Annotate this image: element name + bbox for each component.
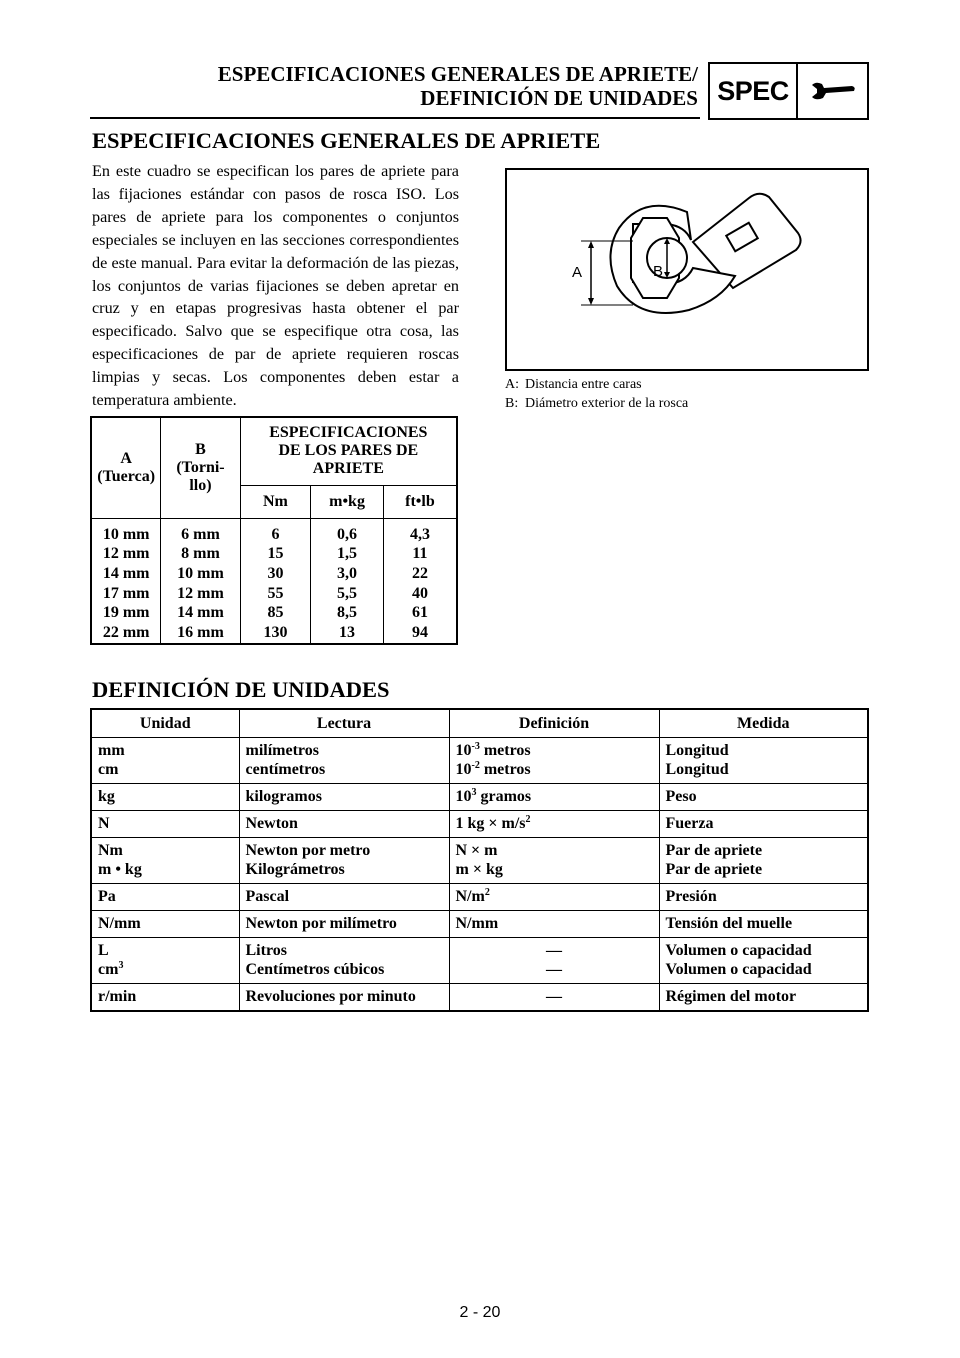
table-row — [91, 984, 868, 1012]
table-row — [91, 784, 868, 811]
cell-definition: 1 kg × $m/s^2$ — [449, 811, 659, 838]
page-header-title — [150, 62, 698, 110]
cell-reading: Pascal — [239, 884, 449, 911]
table-row — [91, 938, 868, 984]
cell-reading: Newton — [239, 811, 449, 838]
cell-unit: kg — [91, 784, 239, 811]
torque-nm-values: 6 15 30 55 85 130 — [240, 518, 311, 644]
cell-measure: Régimen del motor — [659, 984, 868, 1012]
cell-definition: N × m m × kg — [449, 838, 659, 884]
cell-measure: Peso — [659, 784, 868, 811]
legend-item-a: A: Distancia entre caras — [505, 377, 642, 392]
torque-section-title: ESPECIFICACIONES GENERALES DE APRIETE — [92, 128, 601, 153]
cell-reading: Litros Centímetros cúbicos — [239, 938, 449, 984]
spec-badge-label: SPEC — [710, 64, 798, 118]
torque-col-nut: A (Tuerca) — [91, 417, 161, 518]
torque-nut-values: 10 mm 12 mm 14 mm 17 mm 19 mm 22 mm — [91, 518, 161, 644]
torque-unit-mkg: m•kg — [311, 485, 384, 518]
torque-unit-nm: Nm — [240, 485, 311, 518]
units-section-title: DEFINICIÓN DE UNIDADES — [92, 677, 390, 702]
torque-unit-ftlb: ft•lb — [383, 485, 457, 518]
header-rule — [90, 117, 700, 119]
cell-unit: N — [91, 811, 239, 838]
units-header-unit: Unidad — [91, 709, 239, 738]
cell-unit: r/min — [91, 984, 239, 1012]
figure-label-a: A — [572, 264, 583, 281]
header-title-line2: DEFINICIÓN DE UNIDADES — [420, 86, 698, 110]
figure-label-b: B — [653, 263, 664, 280]
cell-measure: Volumen o capacidad Volumen o capacidad — [659, 938, 868, 984]
cell-definition: N/mm — [449, 911, 659, 938]
figure-legend — [505, 375, 688, 413]
torque-paragraph: En este cuadro se especifican los pares de apriete para las fijaciones estándar con pasos de rosca ISO. Los pares de apriete para los componentes o conjuntos especiales se incluyen en las secciones correspondientes de este manual. Para evitar la deformación de las piezas, los conjuntos de varias fijaciones se deben apretar en cruz y en etapas progresivas hasta obtener el par especificado. Salvo que se especifique otra cosa, las especificaciones de par de apriete requieren roscas limpias y secas. Los componentes deben estar a temperatura ambiente. — [92, 162, 459, 410]
torque-table — [90, 416, 458, 645]
cell-definition: $10^{-3}$ metros $10^{-2}$ metros — [449, 738, 659, 784]
table-row — [91, 811, 868, 838]
cell-unit: N/mm — [91, 911, 239, 938]
cell-definition: $N/m^2$ — [449, 884, 659, 911]
table-row — [91, 884, 868, 911]
cell-reading: milímetros centímetros — [239, 738, 449, 784]
table-row — [91, 738, 868, 784]
units-header-measure: Medida — [659, 709, 868, 738]
cell-unit: Pa — [91, 884, 239, 911]
cell-measure: Par de apriete Par de apriete — [659, 838, 868, 884]
cell-unit: mm cm — [91, 738, 239, 784]
cell-measure: Tensión del muelle — [659, 911, 868, 938]
spec-badge — [708, 62, 869, 120]
cell-reading: Newton por metro Kilográmetros — [239, 838, 449, 884]
units-header-definition: Definición — [449, 709, 659, 738]
wrench-icon — [798, 64, 867, 118]
table-row — [91, 911, 868, 938]
legend-item-b: B: Diámetro exterior de la rosca — [505, 396, 689, 411]
cell-reading: Newton por milímetro — [239, 911, 449, 938]
cell-measure: Fuerza — [659, 811, 868, 838]
torque-bolt-values: 6 mm 8 mm 10 mm 12 mm 14 mm 16 mm — [161, 518, 240, 644]
wrench-figure — [505, 168, 869, 371]
units-header-reading: Lectura — [239, 709, 449, 738]
cell-unit: L $cm^3$ — [91, 938, 239, 984]
cell-measure: Longitud Longitud — [659, 738, 868, 784]
header-title-line1: ESPECIFICACIONES GENERALES DE APRIETE/ — [217, 62, 698, 86]
cell-unit: Nm m • kg — [91, 838, 239, 884]
cell-definition: — — [449, 984, 659, 1012]
cell-definition: — — — [449, 938, 659, 984]
units-table — [90, 708, 869, 1012]
table-row — [91, 838, 868, 884]
torque-spec-header: ESPECIFICACIONES DE LOS PARES DE APRIETE — [240, 417, 457, 485]
torque-mkg-values: 0,6 1,5 3,0 5,5 8,5 13 — [311, 518, 384, 644]
torque-col-bolt: B (Torni- llo) — [161, 417, 240, 518]
page-number: 2 - 20 — [459, 1304, 501, 1321]
cell-definition: $10^3$ gramos — [449, 784, 659, 811]
cell-reading: Revoluciones por minuto — [239, 984, 449, 1012]
torque-ftlb-values: 4,3 11 22 40 61 94 — [383, 518, 457, 644]
cell-measure: Presión — [659, 884, 868, 911]
cell-reading: kilogramos — [239, 784, 449, 811]
